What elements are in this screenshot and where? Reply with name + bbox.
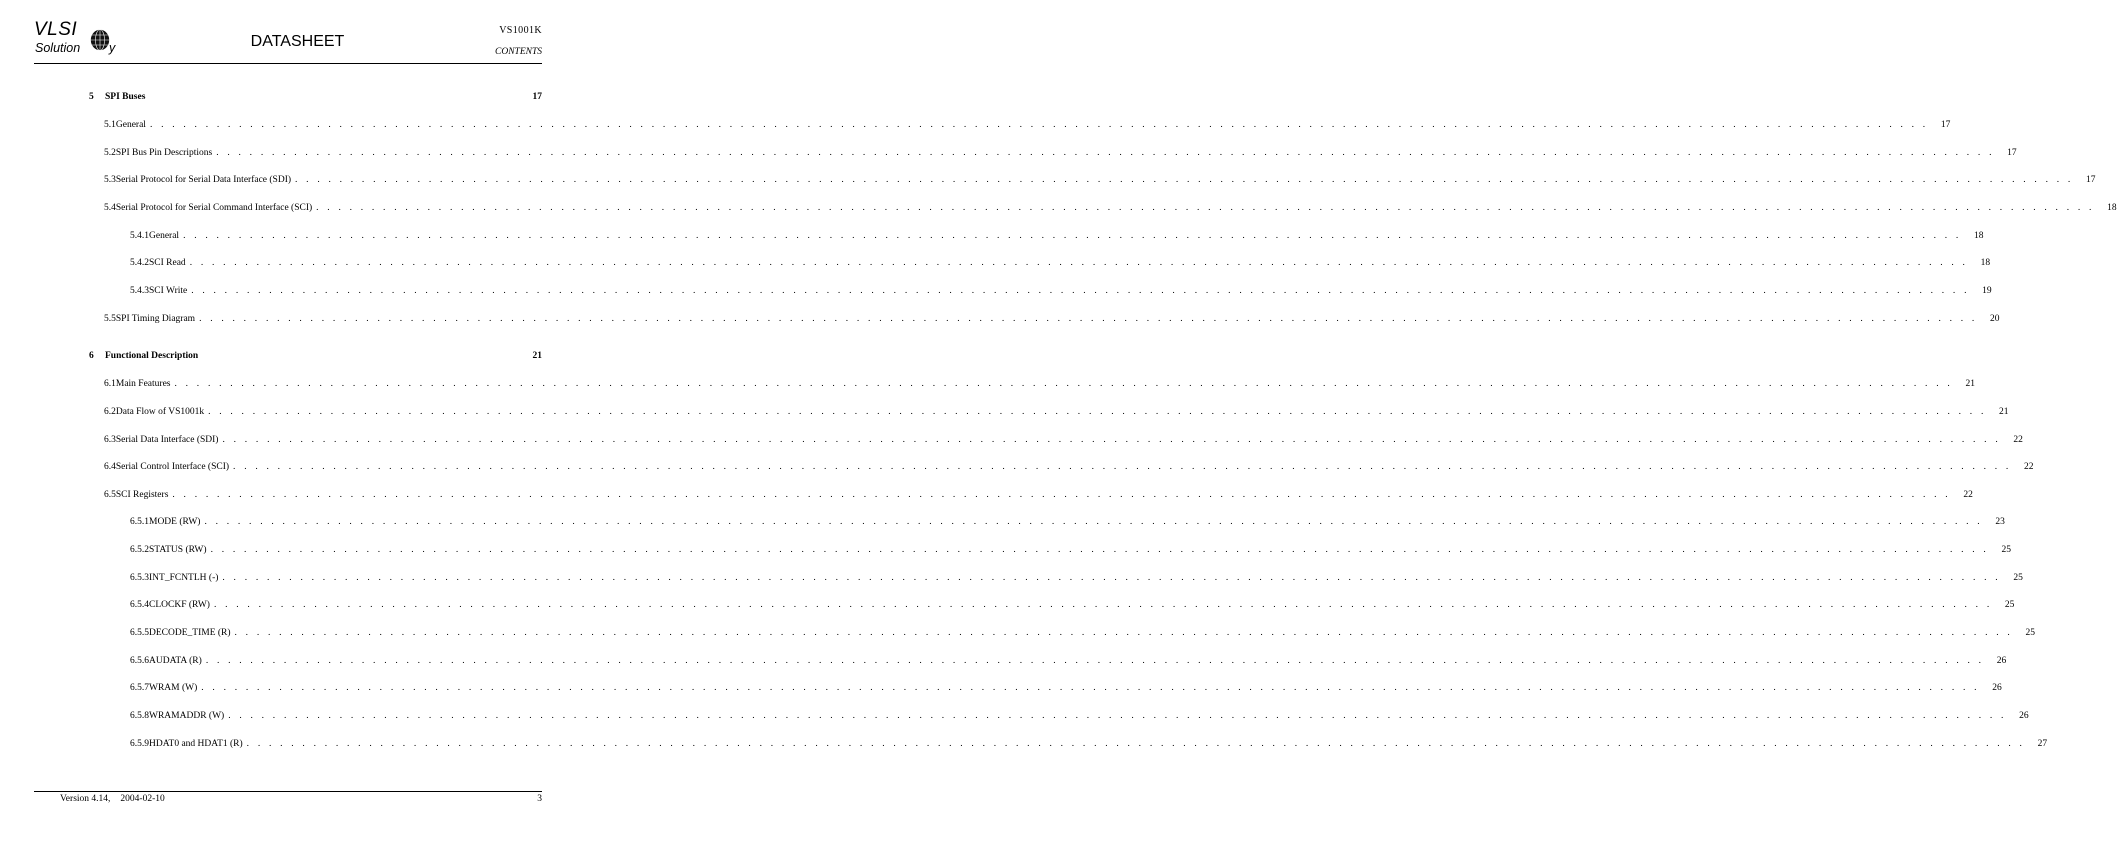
- toc-entry-page: 26: [2019, 711, 2029, 721]
- toc-dot-leader: . . . . . . . . . . . . . . . . . . . . . . . . . . . . . . . . . . . . . . . . . . . . . . . . . . . . . . . . . . . . . . . . . . . . . . . . . . . . . . . . . . . . . . . . . . . . . . . . . . . . . . . . . . . . . . . . . . . . . . . . . . . . . . . . . . . . . . . . . . . . . . . . . . . . . . . . . . . . . . . .: [208, 407, 1987, 417]
- toc-entry[interactable]: [130, 627, 2035, 639]
- section-label: CONTENTS: [495, 47, 542, 57]
- toc-entry-page: 17: [2007, 148, 2017, 158]
- toc-entry[interactable]: [130, 655, 2007, 667]
- toc-entry-number: 5.2: [104, 148, 116, 158]
- toc-dot-leader: . . . . . . . . . . . . . . . . . . . . . . . . . . . . . . . . . . . . . . . . . . . . . . . . . . . . . . . . . . . . . . . . . . . . . . . . . . . . . . . . . . . . . . . . . . . . . . . . . . . . . . . . . . . . . . . . . . . . . . . . . . . . . . . . . . . . . . . . . . . . . . . . . . . . . . . . . . . . . . . .: [246, 739, 2026, 749]
- toc-entry-number: 6.5.8: [130, 711, 149, 721]
- toc-chapter-entry[interactable]: [89, 91, 542, 103]
- document-title: DATASHEET: [250, 33, 345, 50]
- footer-date: 2004-02-10: [120, 794, 165, 804]
- toc-entry-number: 6.3: [104, 435, 116, 445]
- toc-dot-leader: . . . . . . . . . . . . . . . . . . . . . . . . . . . . . . . . . . . . . . . . . . . . . . . . . . . . . . . . . . . . . . . . . . . . . . . . . . . . . . . . . . . . . . . . . . . . . . . . . . . . . . . . . . . . . . . . . . . . . . . . . . . . . . . . . . . . . . . . . . . . . . . . . . . . . . . . . . . . . . . .: [210, 545, 1989, 555]
- toc-entry-number: 5.1: [104, 120, 116, 130]
- toc-entry-page: 17: [1940, 120, 1951, 130]
- toc-entry-page: 21: [1999, 407, 2009, 417]
- toc-entry-title: SCI Write: [149, 286, 188, 296]
- toc-entry-page: 27: [2037, 739, 2048, 749]
- toc-entry-number: 6.1: [104, 379, 116, 389]
- toc-entry[interactable]: [104, 147, 2017, 159]
- toc-dot-leader: . . . . . . . . . . . . . . . . . . . . . . . . . . . . . . . . . . . . . . . . . . . . . . . . . . . . . . . . . . . . . . . . . . . . . . . . . . . . . . . . . . . . . . . . . . . . . . . . . . . . . . . . . . . . . . . . . . . . . . . . . . . . . . . . . . . . . . . . . . . . . . . . . . . . . . . . . . . . . . . .: [222, 435, 2001, 445]
- toc-entry[interactable]: [130, 599, 2015, 611]
- toc-entry[interactable]: [130, 710, 2029, 722]
- toc-entry[interactable]: [104, 119, 1951, 131]
- toc-entry[interactable]: [104, 378, 1975, 390]
- toc-entry[interactable]: [104, 406, 2009, 418]
- toc-entry-number: 6.5.4: [130, 600, 149, 610]
- toc-entry-page: 18: [1980, 258, 1991, 268]
- toc-entry[interactable]: [104, 489, 1973, 501]
- toc-entry-number: 5.4.2: [130, 258, 149, 268]
- toc-entry-number: 6.4: [104, 462, 116, 472]
- toc-entry-title: Serial Data Interface (SDI): [115, 435, 219, 445]
- toc-entry-number: 6.5.1: [130, 517, 149, 527]
- toc-dot-leader: . . . . . . . . . . . . . . . . . . . . . . . . . . . . . . . . . . . . . . . . . . . . . . . . . . . . . . . . . . . . . . . . . . . . . . . . . . . . . . . . . . . . . . . . . . . . . . . . . . . . . . . . . . . . . . . . . . . . . . . . . . . . . . . . . . . . . . . . . . . . . . . . . . . . . . . . . . . . . . . .: [201, 683, 1980, 693]
- toc-entry[interactable]: [130, 738, 2048, 750]
- logo-wordmark-top: VLSI: [34, 19, 78, 40]
- toc-entry[interactable]: [130, 516, 2005, 528]
- toc-entry-title: DECODE_TIME (R): [149, 628, 231, 638]
- toc-entry[interactable]: [104, 174, 2096, 186]
- toc-entry-number: 5.4.1: [130, 231, 149, 241]
- toc-entry-page: 17: [532, 92, 542, 102]
- toc-entry-title: Serial Protocol for Serial Data Interface (SDI): [115, 175, 292, 185]
- toc-entry-title: SPI Buses: [105, 92, 146, 102]
- toc-entry-title: Serial Protocol for Serial Command Interface (SCI): [115, 203, 313, 213]
- toc-entry-number: 6.5.6: [130, 656, 149, 666]
- toc-entry-title: SPI Timing Diagram: [115, 314, 196, 324]
- toc-entry-title: Main Features: [115, 379, 171, 389]
- toc-entry-title: Data Flow of VS1001k: [115, 407, 205, 417]
- logo-wordmark-tail: y: [109, 41, 116, 55]
- toc-dot-leader: . . . . . . . . . . . . . . . . . . . . . . . . . . . . . . . . . . . . . . . . . . . . . . . . . . . . . . . . . . . . . . . . . . . . . . . . . . . . . . . . . . . . . . . . . . . . . . . . . . . . . . . . . . . . . . . . . . . . . . . . . . . . . . . . . . . . . . . . . . . . . . . . . . . . . . . . . . . . . . . .: [191, 286, 1970, 296]
- toc-entry-page: 25: [2004, 600, 2015, 610]
- toc-entry[interactable]: [104, 202, 2117, 214]
- toc-entry-page: 26: [1996, 656, 2007, 666]
- toc-entry[interactable]: [104, 313, 2000, 325]
- toc-entry-page: 18: [1974, 231, 1984, 241]
- toc-dot-leader: . . . . . . . . . . . . . . . . . . . . . . . . . . . . . . . . . . . . . . . . . . . . . . . . . . . . . . . . . . . . . . . . . . . . . . . . . . . . . . . . . . . . . . . . . . . . . . . . . . . . . . . . . . . . . . . . . . . . . . . . . . . . . . . . . . . . . . . . . . . . . . . . . . . . . . . . . . . . . . . .: [189, 258, 1969, 268]
- toc-entry-number: 6.5.3: [130, 573, 149, 583]
- toc-entry-number: 6.5: [104, 490, 116, 500]
- toc-chapter-entry[interactable]: [89, 350, 542, 362]
- toc-dot-leader: . . . . . . . . . . . . . . . . . . . . . . . . . . . . . . . . . . . . . . . . . . . . . . . . . . . . . . . . . . . . . . . . . . . . . . . . . . . . . . . . . . . . . . . . . . . . . . . . . . . . . . . . . . . . . . . . . . . . . . . . . . . . . . . . . . . . . . . . . . . . . . . . . . . . . . . . . . . . . . . .: [316, 203, 2095, 213]
- toc-entry[interactable]: [130, 285, 1992, 297]
- toc-entry-number: 5: [89, 92, 94, 102]
- toc-entry[interactable]: [130, 682, 2002, 694]
- logo-wordmark-bottom: Solution: [35, 41, 81, 55]
- toc-dot-leader: . . . . . . . . . . . . . . . . . . . . . . . . . . . . . . . . . . . . . . . . . . . . . . . . . . . . . . . . . . . . . . . . . . . . . . . . . . . . . . . . . . . . . . . . . . . . . . . . . . . . . . . . . . . . . . . . . . . . . . . . . . . . . . . . . . . . . . . . . . . . . . . . . . . . . . . . . . . . . . . .: [199, 314, 1978, 324]
- toc-dot-leader: . . . . . . . . . . . . . . . . . . . . . . . . . . . . . . . . . . . . . . . . . . . . . . . . . . . . . . . . . . . . . . . . . . . . . . . . . . . . . . . . . . . . . . . . . . . . . . . . . . . . . . . . . . . . . . . . . . . . . . . . . . . . . . . . . . . . . . . . . . . . . . . . . . . . . . . . . . . . . . . .: [204, 517, 1983, 527]
- toc-entry-page: 26: [1992, 683, 2002, 693]
- toc-dot-leader: . . . . . . . . . . . . . . . . . . . . . . . . . . . . . . . . . . . . . . . . . . . . . . . . . . . . . . . . . . . . . . . . . . . . . . . . . . . . . . . . . . . . . . . . . . . . . . . . . . . . . . . . . . . . . . . . . . . . . . . . . . . . . . . . . . . . . . . . . . . . . . . . . . . . . . . . . . . . . . . .: [174, 379, 1953, 389]
- toc-entry-page: 25: [2001, 545, 2011, 555]
- toc-entry-title: Functional Description: [105, 351, 199, 361]
- toc-entry-page: 21: [1965, 379, 1975, 389]
- toc-entry[interactable]: [130, 257, 1991, 269]
- toc-entry-title: HDAT0 and HDAT1 (R): [149, 739, 243, 749]
- toc-entry-title: Serial Control Interface (SCI): [115, 462, 230, 472]
- toc-entry-title: MODE (RW): [149, 517, 201, 527]
- product-code: VS1001K: [499, 25, 542, 36]
- toc-dot-leader: . . . . . . . . . . . . . . . . . . . . . . . . . . . . . . . . . . . . . . . . . . . . . . . . . . . . . . . . . . . . . . . . . . . . . . . . . . . . . . . . . . . . . . . . . . . . . . . . . . . . . . . . . . . . . . . . . . . . . . . . . . . . . . . . . . . . . . . . . . . . . . . . . . . . . . . . . . . . . . . .: [149, 120, 1929, 130]
- toc-entry-title: AUDATA (R): [149, 656, 202, 666]
- footer-version-info: [60, 793, 165, 805]
- toc-dot-leader: . . . . . . . . . . . . . . . . . . . . . . . . . . . . . . . . . . . . . . . . . . . . . . . . . . . . . . . . . . . . . . . . . . . . . . . . . . . . . . . . . . . . . . . . . . . . . . . . . . . . . . . . . . . . . . . . . . . . . . . . . . . . . . . . . . . . . . . . . . . . . . . . . . . . . . . . . . . . . . . .: [234, 628, 2013, 638]
- toc-dot-leader: . . . . . . . . . . . . . . . . . . . . . . . . . . . . . . . . . . . . . . . . . . . . . . . . . . . . . . . . . . . . . . . . . . . . . . . . . . . . . . . . . . . . . . . . . . . . . . . . . . . . . . . . . . . . . . . . . . . . . . . . . . . . . . . . . . . . . . . . . . . . . . . . . . . . . . . . . . . . . . . .: [183, 231, 1962, 241]
- toc-entry-title: General: [149, 231, 180, 241]
- toc-entry[interactable]: [130, 230, 1984, 242]
- footer-version: Version 4.14,: [60, 794, 111, 804]
- toc-entry-page: 18: [2107, 203, 2117, 213]
- page-number: 3: [537, 794, 542, 804]
- toc-entry-title: WRAM (W): [149, 683, 198, 693]
- toc-entry-title: CLOCKF (RW): [149, 600, 210, 610]
- header-rule: [34, 63, 542, 64]
- toc-entry[interactable]: [104, 434, 2023, 446]
- toc-entry-page: 25: [2025, 628, 2035, 638]
- footer-rule: [34, 791, 542, 792]
- toc-dot-leader: . . . . . . . . . . . . . . . . . . . . . . . . . . . . . . . . . . . . . . . . . . . . . . . . . . . . . . . . . . . . . . . . . . . . . . . . . . . . . . . . . . . . . . . . . . . . . . . . . . . . . . . . . . . . . . . . . . . . . . . . . . . . . . . . . . . . . . . . . . . . . . . . . . . . . . . . . . . . . . . .: [233, 462, 2012, 472]
- toc-dot-leader: . . . . . . . . . . . . . . . . . . . . . . . . . . . . . . . . . . . . . . . . . . . . . . . . . . . . . . . . . . . . . . . . . . . . . . . . . . . . . . . . . . . . . . . . . . . . . . . . . . . . . . . . . . . . . . . . . . . . . . . . . . . . . . . . . . . . . . . . . . . . . . . . . . . . . . . . . . . . . . . .: [172, 490, 1951, 500]
- toc-entry-number: 6.5.5: [130, 628, 149, 638]
- toc-dot-leader: . . . . . . . . . . . . . . . . . . . . . . . . . . . . . . . . . . . . . . . . . . . . . . . . . . . . . . . . . . . . . . . . . . . . . . . . . . . . . . . . . . . . . . . . . . . . . . . . . . . . . . . . . . . . . . . . . . . . . . . . . . . . . . . . . . . . . . . . . . . . . . . . . . . . . . . . . . . . . . . .: [295, 175, 2074, 185]
- toc-entry-page: 22: [2023, 462, 2034, 472]
- toc-entry-number: 6.5.2: [130, 545, 149, 555]
- toc-dot-leader: . . . . . . . . . . . . . . . . . . . . . . . . . . . . . . . . . . . . . . . . . . . . . . . . . . . . . . . . . . . . . . . . . . . . . . . . . . . . . . . . . . . . . . . . . . . . . . . . . . . . . . . . . . . . . . . . . . . . . . . . . . . . . . . . . . . . . . . . . . . . . . . . . . . . . . . . . . . . . . . .: [222, 573, 2001, 583]
- toc-entry-title: SCI Read: [149, 258, 186, 268]
- toc-entry-page: 22: [1963, 490, 1973, 500]
- toc-entry-title: General: [115, 120, 146, 130]
- toc-entry-title: WRAMADDR (W): [149, 711, 225, 721]
- toc-entry-title: SCI Registers: [115, 490, 169, 500]
- toc-entry-page: 22: [2013, 435, 2023, 445]
- toc-entry-page: 21: [532, 351, 542, 361]
- toc-dot-leader: . . . . . . . . . . . . . . . . . . . . . . . . . . . . . . . . . . . . . . . . . . . . . . . . . . . . . . . . . . . . . . . . . . . . . . . . . . . . . . . . . . . . . . . . . . . . . . . . . . . . . . . . . . . . . . . . . . . . . . . . . . . . . . . . . . . . . . . . . . . . . . . . . . . . . . . . . . . . . . . .: [213, 600, 1993, 610]
- toc-entry-number: 6: [89, 351, 94, 361]
- toc-entry[interactable]: [130, 572, 2023, 584]
- toc-entry-title: STATUS (RW): [149, 545, 207, 555]
- toc-entry-number: 6.5.9: [130, 739, 149, 749]
- toc-entry-number: 6.5.7: [130, 683, 149, 693]
- toc-entry-page: 20: [1990, 314, 2000, 324]
- toc-entry-page: 17: [2085, 175, 2096, 185]
- toc-entry-number: 5.5: [104, 314, 116, 324]
- toc-entry-number: 5.4: [104, 203, 116, 213]
- toc-entry-page: 19: [1982, 286, 1992, 296]
- toc-entry[interactable]: [130, 544, 2011, 556]
- toc-dot-leader: . . . . . . . . . . . . . . . . . . . . . . . . . . . . . . . . . . . . . . . . . . . . . . . . . . . . . . . . . . . . . . . . . . . . . . . . . . . . . . . . . . . . . . . . . . . . . . . . . . . . . . . . . . . . . . . . . . . . . . . . . . . . . . . . . . . . . . . . . . . . . . . . . . . . . . . . . . . . . . . .: [228, 711, 2007, 721]
- toc-entry-page: 23: [1995, 517, 2005, 527]
- toc-entry-page: 25: [2013, 573, 2023, 583]
- toc-dot-leader: . . . . . . . . . . . . . . . . . . . . . . . . . . . . . . . . . . . . . . . . . . . . . . . . . . . . . . . . . . . . . . . . . . . . . . . . . . . . . . . . . . . . . . . . . . . . . . . . . . . . . . . . . . . . . . . . . . . . . . . . . . . . . . . . . . . . . . . . . . . . . . . . . . . . . . . . . . . . . . . .: [205, 656, 1985, 666]
- toc-dot-leader: . . . . . . . . . . . . . . . . . . . . . . . . . . . . . . . . . . . . . . . . . . . . . . . . . . . . . . . . . . . . . . . . . . . . . . . . . . . . . . . . . . . . . . . . . . . . . . . . . . . . . . . . . . . . . . . . . . . . . . . . . . . . . . . . . . . . . . . . . . . . . . . . . . . . . . . . . . . . . . . .: [216, 148, 1995, 158]
- toc-entry[interactable]: [104, 461, 2034, 473]
- toc-entry-title: INT_FCNTLH (-): [149, 573, 219, 583]
- toc-entry-title: SPI Bus Pin Descriptions: [115, 148, 213, 158]
- toc-entry-number: 5.3: [104, 175, 116, 185]
- toc-entry-number: 5.4.3: [130, 286, 149, 296]
- toc-entry-number: 6.2: [104, 407, 116, 417]
